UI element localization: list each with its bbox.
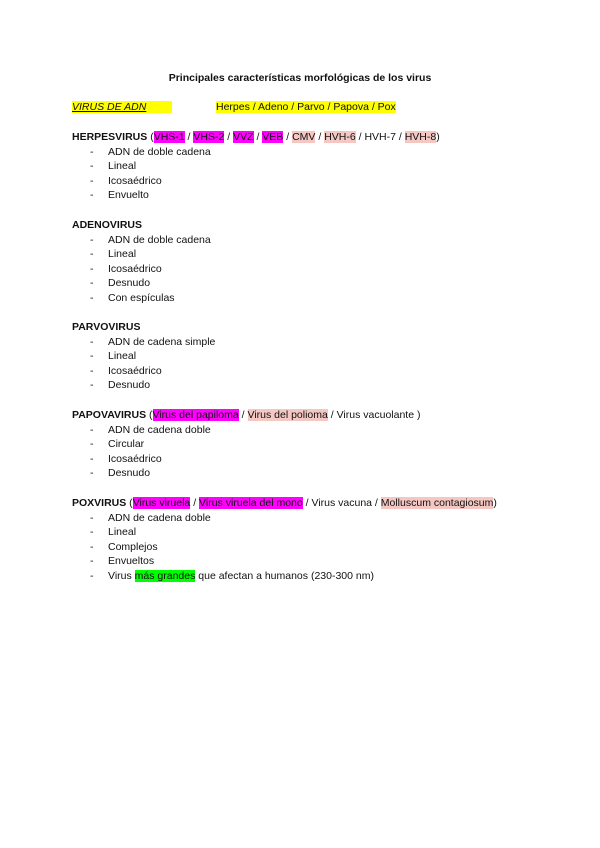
section-herpesvirus [72,130,542,203]
paren-close: ) [416,409,421,421]
virus-types [133,497,494,509]
virus-type-highlight: HVH-6 [324,131,356,143]
virus-type-highlight: HVH-8 [404,131,437,143]
section-heading [72,320,542,335]
paren-close: ) [436,131,440,143]
virus-type-highlight: Virus del papiloma [152,409,239,421]
separator-text: / Virus vacuolante [327,409,417,421]
list-item: - Desnudo [90,277,151,289]
separator-text: / [238,409,248,421]
virus-family-name: ADENOVIRUS [72,219,143,231]
section-heading [72,218,542,233]
list-item-highlighted: - Envueltos [90,555,155,567]
separator-text: / Virus vacuna / [302,497,381,509]
virus-types [154,131,437,143]
list-item-highlighted: - Complejos [90,540,158,553]
list-item: - Desnudo [90,467,151,479]
section-parvovirus [72,320,542,393]
virus-family-name: POXVIRUS [72,497,127,509]
section-heading [72,496,542,511]
paren-open: ( [147,131,154,143]
list-item: - Lineal [90,160,137,172]
paren-open: ( [126,497,133,509]
separator-text: / HVH-7 / [355,131,405,143]
section-poxvirus [72,496,542,583]
virus-family-name: PAPOVAVIRUS [72,409,147,421]
list-item: - Lineal [90,350,137,362]
list-item: - Lineal [90,526,137,538]
virus-types [153,409,417,421]
list-item-highlighted: - Con espículas [90,291,175,304]
list-item: - ADN de doble cadena [90,145,211,158]
separator-text: / [315,131,325,143]
virus-family-name: PARVOVIRUS [72,321,141,333]
separator-text: / [190,497,200,509]
text-fragment: Virus [108,569,135,582]
virus-family-name: HERPESVIRUS [72,131,148,143]
virus-type-highlight: CMV [292,131,316,143]
list-item: - Lineal [90,248,137,260]
list-item: - ADN de cadena doble [90,511,211,524]
separator-text: / [184,131,194,143]
highlighted-fragment: más grandes [134,569,196,582]
virus-type-highlight: VHS-1 [153,131,185,143]
list-item: - Desnudo [90,379,151,391]
virus-type-highlight: Virus viruela del mono [199,497,303,509]
banner-label: VIRUS DE ADN [72,101,172,113]
list-item: - Icosaédrico [90,364,162,377]
separator-text: / [253,131,263,143]
list-item: - Icosaédrico [90,452,162,465]
list-item: - Virus más grandes que afectan a humanos (230-300 nm) [90,569,374,582]
virus-type-highlight: Virus viruela [132,497,191,509]
separator-text: / [283,131,293,143]
paren-close: ) [493,497,497,509]
virus-type-highlight: VHS-2 [193,131,225,143]
text-fragment: que afectan a humanos (230-300 nm) [195,569,374,582]
section-papovavirus [72,408,542,481]
separator-text: / [224,131,234,143]
page-title: Principales características morfológicas de los virus [168,72,432,84]
banner-virus-list: Herpes / Adeno / Parvo / Papova / Pox [216,101,396,113]
dna-virus-banner [72,101,552,115]
section-heading [72,408,542,423]
virus-type-highlight: VEB [262,131,284,143]
virus-type-highlight: Virus del polioma [247,409,328,421]
section-adenovirus [72,218,542,305]
paren-open: ( [146,409,153,421]
section-heading [72,130,542,145]
list-item: - Icosaédrico [90,262,162,275]
list-item: - ADN de cadena doble [90,423,211,436]
list-item-highlighted: - ADN de cadena simple [90,335,216,348]
list-item: - Icosaédrico [90,174,162,187]
list-item: - ADN de doble cadena [90,233,211,246]
virus-type-highlight: VVZ [233,131,254,143]
virus-type-highlight: Molluscum contagiosum [380,497,494,509]
list-item-highlighted: - Envuelto [90,189,149,201]
list-item-highlighted: - Circular [90,438,145,450]
